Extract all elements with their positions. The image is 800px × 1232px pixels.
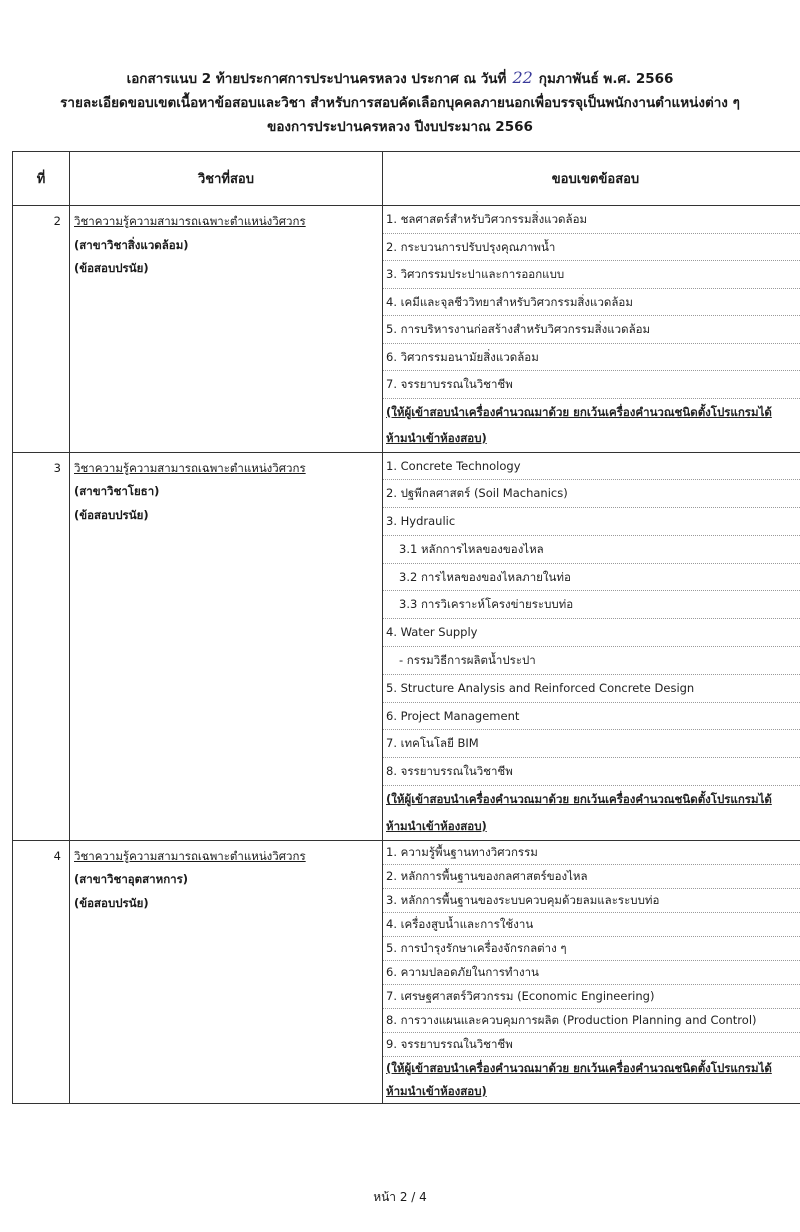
- list-item: 1. Concrete Technology: [383, 453, 800, 481]
- exam-type: (ข้อสอบปรนัย): [74, 507, 149, 522]
- list-item: 5. Structure Analysis and Reinforced Concrete Design: [383, 675, 800, 703]
- header-line-1-prefix: เอกสารแนบ 2 ท้ายประกาศการประปานครหลวง ประกาศ ณ วันที่: [126, 71, 507, 87]
- header-line-2: รายละเอียดขอบเขตเนื้อหาข้อสอบและวิชา สำหรับการสอบคัดเลือกบุคคลภายนอกเพื่อบรรจุเป็นพนักงานตำแหน่งต่าง ๆ: [60, 95, 740, 111]
- handwritten-date: 22: [512, 68, 533, 87]
- header-line-1: [0, 66, 800, 91]
- row-number: 3: [13, 452, 70, 840]
- subject-cell: [70, 452, 383, 840]
- list-item: 7. จรรยาบรรณในวิชาชีพ: [383, 371, 800, 399]
- calculator-note: (ให้ผู้เข้าสอบนำเครื่องคำนวณมาด้วย ยกเว้นเครื่องคำนวณชนิดตั้งโปรแกรมได้: [386, 404, 772, 419]
- row-number: 2: [13, 206, 70, 453]
- calculator-note: (ให้ผู้เข้าสอบนำเครื่องคำนวณมาด้วย ยกเว้นเครื่องคำนวณชนิดตั้งโปรแกรมได้: [386, 1060, 772, 1075]
- scope-cell: [383, 452, 800, 840]
- list-item: 6. ความปลอดภัยในการทำงาน: [383, 961, 800, 985]
- scope-cell: [383, 206, 800, 453]
- list-subitem: 3.1 หลักการไหลของของไหล: [383, 536, 800, 564]
- table-row: [13, 206, 800, 453]
- header-scope: ขอบเขตข้อสอบ: [383, 152, 800, 206]
- subject-cell: [70, 840, 383, 1103]
- list-item: 1. ชลศาสตร์สำหรับวิศวกรรมสิ่งแวดล้อม: [383, 206, 800, 234]
- subject-branch: (สาขาวิชาอุตสาหการ): [74, 872, 189, 887]
- list-item: 9. จรรยาบรรณในวิชาชีพ: [383, 1033, 800, 1057]
- calculator-note-cont: ห้ามนำเข้าห้องสอบ): [386, 818, 487, 833]
- list-item: 8. การวางแผนและควบคุมการผลิต (Production Planning and Control): [383, 1009, 800, 1033]
- subject-title: วิชาความรู้ความสามารถเฉพาะตำแหน่งวิศวกร: [74, 848, 306, 863]
- list-item: 2. กระบวนการปรับปรุงคุณภาพน้ำ: [383, 234, 800, 262]
- header-subject: วิชาที่สอบ: [70, 152, 383, 206]
- list-item: 4. Water Supply: [383, 619, 800, 647]
- subject-title: วิชาความรู้ความสามารถเฉพาะตำแหน่งวิศวกร: [74, 214, 306, 228]
- list-item: 4. เครื่องสูบน้ำและการใช้งาน: [383, 913, 800, 937]
- list-item: 2. หลักการพื้นฐานของกลศาสตร์ของไหล: [383, 865, 800, 889]
- scope-cell: [383, 840, 800, 1103]
- list-item: 1. ความรู้พื้นฐานทางวิศวกรรม: [383, 841, 800, 865]
- page-number: หน้า 2 / 4: [373, 1190, 427, 1204]
- document-header: [0, 66, 800, 139]
- list-item: 8. จรรยาบรรณในวิชาชีพ: [383, 758, 800, 786]
- list-item: 4. เคมีและจุลชีววิทยาสำหรับวิศวกรรมสิ่งแวดล้อม: [383, 289, 800, 317]
- table-header-row: [13, 152, 800, 206]
- subject-branch: (สาขาวิชาโยธา): [74, 484, 160, 498]
- header-no: ที่: [13, 152, 70, 206]
- list-item: 3. Hydraulic: [383, 508, 800, 536]
- table-row: [13, 840, 800, 1103]
- exam-type: (ข้อสอบปรนัย): [74, 261, 149, 275]
- calculator-note: (ให้ผู้เข้าสอบนำเครื่องคำนวณมาด้วย ยกเว้นเครื่องคำนวณชนิดตั้งโปรแกรมได้: [386, 792, 772, 807]
- exam-type: (ข้อสอบปรนัย): [74, 895, 149, 910]
- list-item: 3. วิศวกรรมประปาและการออกแบบ: [383, 261, 800, 289]
- list-item: 7. เศรษฐศาสตร์วิศวกรรม (Economic Engineering): [383, 985, 800, 1009]
- subject-branch: (สาขาวิชาสิ่งแวดล้อม): [74, 237, 189, 252]
- header-line-3: ของการประปานครหลวง ปีงบประมาณ 2566: [267, 119, 533, 135]
- subject-cell: [70, 206, 383, 453]
- exam-scope-table: [12, 151, 800, 1104]
- list-item: 6. Project Management: [383, 703, 800, 731]
- list-subitem: 3.2 การไหลของของไหลภายในท่อ: [383, 564, 800, 592]
- table-row: [13, 452, 800, 840]
- subject-title: วิชาความรู้ความสามารถเฉพาะตำแหน่งวิศวกร: [74, 460, 306, 475]
- list-item: 2. ปฐพีกลศาสตร์ (Soil Machanics): [383, 480, 800, 508]
- list-item: 5. การบริหารงานก่อสร้างสำหรับวิศวกรรมสิ่งแวดล้อม: [383, 316, 800, 344]
- list-subitem: - กรรมวิธีการผลิตน้ำประปา: [383, 647, 800, 675]
- list-item: 3. หลักการพื้นฐานของระบบควบคุมด้วยลมและระบบท่อ: [383, 889, 800, 913]
- list-item: 6. วิศวกรรมอนามัยสิ่งแวดล้อม: [383, 344, 800, 372]
- list-item: 5. การบำรุงรักษาเครื่องจักรกลต่าง ๆ: [383, 937, 800, 961]
- header-line-1-suffix: กุมภาพันธ์ พ.ศ. 2566: [538, 71, 674, 87]
- row-number: 4: [13, 840, 70, 1103]
- list-item: 7. เทคโนโลยี BIM: [383, 730, 800, 758]
- calculator-note-cont: ห้ามนำเข้าห้องสอบ): [386, 1083, 487, 1098]
- calculator-note-cont: ห้ามนำเข้าห้องสอบ): [386, 431, 487, 445]
- list-subitem: 3.3 การวิเคราะห์โครงข่ายระบบท่อ: [383, 591, 800, 619]
